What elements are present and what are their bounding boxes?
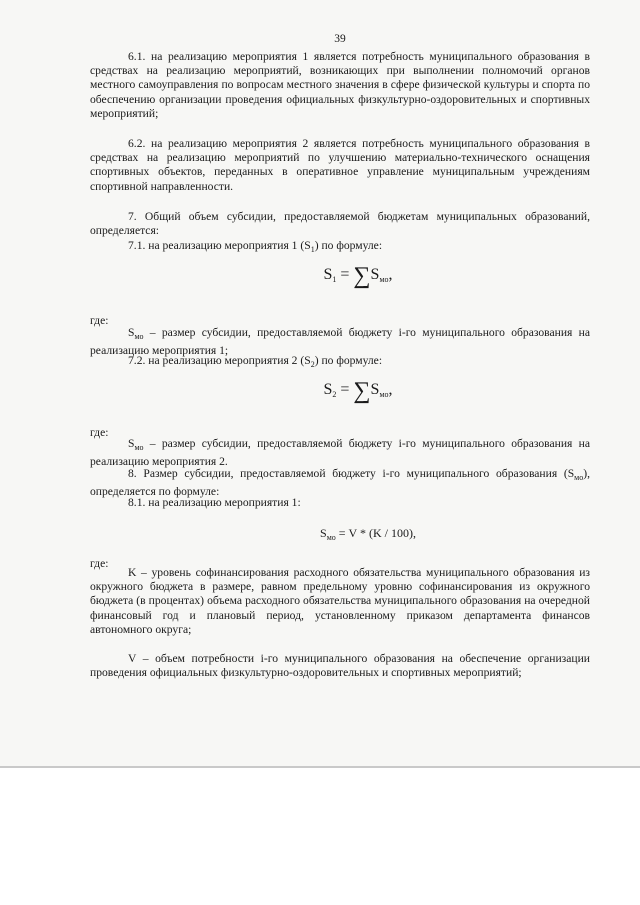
clause-8: 8. Размер субсидии, предоставляемой бюджету i-го муниципального образования $(S_{мо})$, определяется по формуле:: [90, 467, 590, 499]
formula-s-mo: $S_{мо} = V * (K / 100)$,: [320, 526, 416, 542]
definition-k: K – уровень софинансирования расходного обязательства муниципального образования из окружного бюджета в размере, равном предельному уровню софинансирования из окружного бюджета (в процентах) объема расходного обязательства муниципального образования на очередной финансовый год и плановый период, установленному приказом департамента финансов автономного округа;: [90, 566, 590, 636]
definition-v: V – объем потребности i-го муниципального образования на обеспечение организации проведения официальных физкультурно-оздоровительных и спортивных мероприятий;: [90, 652, 590, 680]
clause-7-2: 7.2. на реализацию мероприятия 2 $(S_2)$ по формуле:: [128, 354, 383, 369]
clause-7: 7. Общий объем субсидии, предоставляемой бюджетам муниципальных образований, определяется:: [90, 210, 590, 238]
definition-s-mo-2: $S_{мо}$ – размер субсидии, предоставляемой бюджету i-го муниципального образования на реализацию мероприятия 2.: [90, 437, 590, 469]
page-number: 39: [334, 33, 346, 45]
where-label-2: где:: [90, 426, 109, 439]
clause-8-1: 8.1. на реализацию мероприятия 1:: [128, 496, 301, 509]
clause-6-2: 6.2. на реализацию мероприятия 2 является потребность муниципального образования в средствах на реализацию мероприятий по улучшению материально-технического оснащения спортивных объектов, переданных в оперативное управление муниципальным учреждениям спортивной направленности.: [90, 137, 590, 193]
clause-6-1: 6.1. на реализацию мероприятия 1 является потребность муниципального образования в средствах на реализацию мероприятий, возникающих при выполнении полномочий органов местного самоуправления по вопросам местного значения в сфере физической культуры и спорта по обеспечению организации проведения официальных физкультурно-оздоровительных и спортивных мероприятий;: [90, 50, 590, 120]
clause-7-1: 7.1. на реализацию мероприятия 1 $(S_1)$ по формуле:: [128, 239, 383, 254]
where-label-1: где:: [90, 314, 109, 327]
formula-s2: $S_2 = \sum S_{мо}$,: [323, 378, 393, 404]
formula-s1: $S_1 = \sum S_{мо}$,: [323, 263, 393, 289]
definition-s-mo-1: $S_{мо}$ – размер субсидии, предоставляемой бюджету i-го муниципального образования на реализацию мероприятия 1;: [90, 326, 590, 358]
where-label-3: где:: [90, 557, 109, 570]
